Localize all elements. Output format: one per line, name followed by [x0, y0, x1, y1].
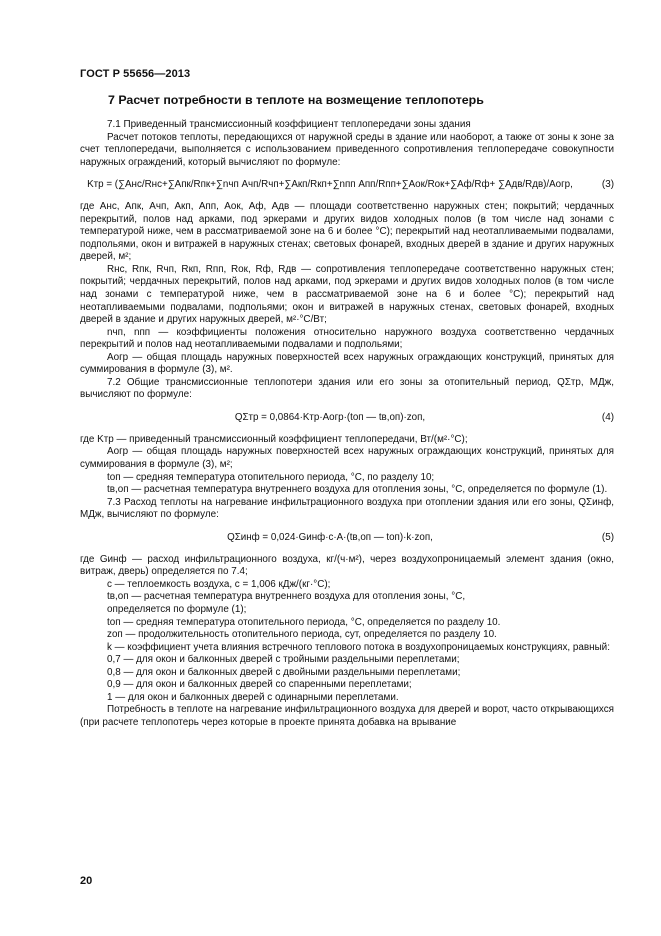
paragraph: tв,оп — расчетная температура внутреннего воздуха для отопления зоны, °С, определяется по формуле (1).: [107, 484, 608, 496]
formula-4: [80, 412, 614, 425]
paragraph: где Kтр — приведенный трансмиссионный коэффициент теплопередачи, Вт/(м²·°С);: [80, 433, 468, 445]
paragraph: 7.2 Общие трансмиссионные теплопотери здания или его зоны за отопительный период, QΣтр, МДж, вычисляют по формуле:: [80, 376, 614, 401]
paragraph: 7.3 Расход теплоты на нагревание инфильтрационного воздуха при отоплении здания или его зоны, QΣинф, МДж, вычисляют по формуле:: [80, 496, 614, 521]
paragraph: Aогр — общая площадь наружных поверхностей всех наружных ограждающих конструкций, принятых для суммирования в формуле (3), м²;: [80, 446, 614, 471]
section-title: 7 Расчет потребности в теплоте на возмещение теплопотерь: [108, 93, 484, 107]
paragraph: Расчет потоков теплоты, передающихся от наружной среды в здание или наоборот, а также от зоны к зоне за счет теплопередачи, выполняется с использованием приведенного сопротивления теплопередаче совокупности наружных ограждений, который вычисляют по формуле:: [80, 131, 614, 168]
list-item: 1 — для окон и балконных дверей с одинарными переплетами.: [107, 691, 399, 703]
paragraph: где Gинф — расход инфильтрационного воздуха, кг/(ч·м²), через воздухопроницаемый элемент здания (окно, витраж, дверь) определяется по 7.4;: [80, 553, 614, 578]
formula-number: (5): [601, 531, 614, 543]
paragraph: nчп, nпп — коэффициенты положения относительно наружного воздуха соответственно чердачных перекрытий и полов над неотапливаемыми подвалами и подпольями;: [80, 326, 614, 351]
paragraph: определяется по формуле (1);: [107, 603, 247, 615]
document-body: [80, 119, 614, 729]
paragraph: Потребность в теплоте на нагревание инфильтрационного воздуха для дверей и ворот, часто открывающихся (при расчете теплопотерь через которые в проекте принята добавка на врывание: [80, 704, 614, 728]
formula-number: (3): [601, 179, 614, 191]
formula-expression: QΣинф = 0,024·Gинф·c·A·(tв,оп — tоп)·k·zоп,: [227, 531, 433, 543]
document-header: ГОСТ Р 55656—2013: [80, 68, 191, 80]
paragraph: tв,оп — расчетная температура внутреннего воздуха для отопления зоны, °С,: [107, 591, 466, 603]
formula-5: [80, 532, 614, 545]
formula-expression: QΣтр = 0,0864·Kтр·Aогр·(tоп — tв,оп)·zоп,: [234, 411, 426, 423]
paragraph: Aогр — общая площадь наружных поверхностей всех наружных ограждающих конструкций, принятых для суммирования в формуле (3), м².: [80, 351, 614, 376]
paragraph: k — коэффициент учета влияния встречного теплового потока в воздухопроницаемых конструкциях, равный:: [107, 641, 610, 653]
list-item: 0,8 — для окон и балконных дверей с двойными раздельными переплетами;: [107, 666, 461, 678]
paragraph: Rнс, Rпк, Rчп, Rкп, Rпп, Rок, Rф, Rдв — сопротивления теплопередаче соответственно наружных стен; покрытий; чердачных перекрытий, полов над арками, под эркерами и других видов холодных полов (в том числе над зонами с температурой ниже, чем в рассматриваемой зоне на 6 и более °С); перекрытий над неотапливаемыми подвалами, подпольями; окон и витражей в наружных стенах, световых фонарей, входных дверей в здание и других наружных дверей, м²·°С/Вт;: [80, 263, 614, 326]
list-item: 0,9 — для окон и балконных дверей со спаренными переплетами;: [107, 679, 412, 691]
paragraph: tоп — средняя температура отопительного периода, °С, определяется по разделу 10.: [107, 616, 501, 628]
paragraph: zоп — продолжительность отопительного периода, сут, определяется по разделу 10.: [107, 629, 497, 641]
formula-expression: Kтр = (∑Aнс/Rнс+∑Aпк/Rпк+∑nчп Aчп/Rчп+∑Aкп/Rкп+∑nпп Aпп/Rпп+∑Aок/Rок+∑Aф/Rф+ ∑Aдв/Rдв)/Aогр,: [87, 179, 573, 191]
paragraph: c — теплоемкость воздуха, c = 1,006 кДж/(кг·°С);: [107, 578, 331, 590]
list-item: 0,7 — для окон и балконных дверей с тройными раздельными переплетами;: [107, 654, 460, 666]
page-number: 20: [80, 875, 93, 887]
paragraph: 7.1 Приведенный трансмиссионный коэффициент теплопередачи зоны здания: [107, 119, 471, 130]
paragraph: где Aнс, Aпк, Aчп, Aкп, Aпп, Aок, Aф, Aдв — площади соответственно наружных стен; покрытий; чердачных перекрытий, полов над арками, под эркерами и других видов холодных полов (в том числе над зонами с температурой ниже, чем в рассматриваемой зоне на 6 и более °С); перекрытий над неотапливаемыми подвалами, подпольями, окон и витражей в наружных стенах; световых фонарей, входных дверей в здание и других наружных дверей, м²;: [80, 201, 614, 263]
formula-number: (4): [601, 411, 614, 423]
formula-3: [80, 179, 614, 192]
paragraph: tоп — средняя температура отопительного периода, °С, по разделу 10;: [107, 471, 435, 483]
